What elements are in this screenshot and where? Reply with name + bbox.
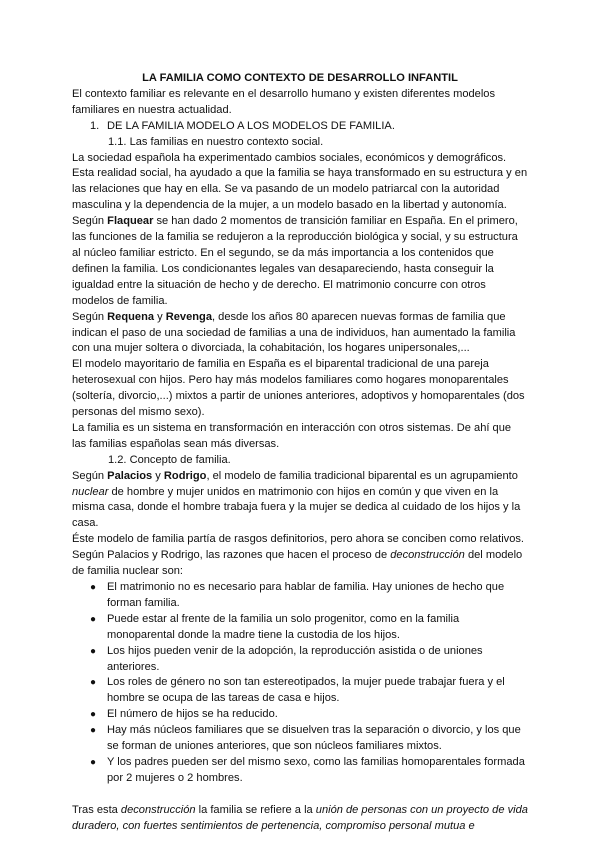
list-item: ● Puede estar al frente de la familia un solo progenitor, como en la familia monoparental donde la madre tiene la custodia de los hijos.: [90, 612, 528, 644]
list-item: ● Los roles de género no son tan estereotipados, la mujer puede trabajar fuera y el hombre se ocupa de las tareas de casa e hijos.: [90, 675, 528, 707]
bullet-icon: ●: [90, 709, 97, 721]
subsection-1-2-heading: 1.2. Concepto de familia.: [108, 453, 231, 466]
bullet-icon: ●: [90, 725, 97, 737]
section-1-heading: [72, 119, 528, 135]
bullet-icon: ●: [90, 645, 97, 657]
author-flaquear: Flaquear: [107, 215, 154, 228]
term-deconstruccion: deconstrucción: [390, 549, 465, 562]
subsection-1-1-heading: 1.1. Las familias en nuestro contexto social.: [108, 135, 324, 148]
paragraph-spacer: [72, 787, 528, 803]
family-definition: unión de personas con un proyecto de vida duradero, con fuertes sentimientos de pertenencia, compromiso personal mutua e: [72, 803, 528, 832]
paragraph-8: Según Palacios y Rodrigo, las razones que hacen el proceso de deconstrucción del modelo de familia nuclear son:: [72, 549, 523, 578]
section-1-number: 1.: [90, 119, 100, 132]
list-item: ● El número de hijos se ha reducido.: [90, 707, 528, 723]
term-nuclear: nuclear: [72, 485, 109, 498]
author-palacios: Palacios: [107, 469, 153, 482]
section-1-label: DE LA FAMILIA MODELO A LOS MODELOS DE FAMILIA.: [107, 119, 395, 132]
paragraph-5: La familia es un sistema en transformación en interacción con otros sistemas. De ahí que las familias españolas sean más diversas.: [72, 421, 512, 450]
term-deconstruccion-2: deconstrucción: [120, 803, 196, 816]
list-item: ● Los hijos pueden venir de la adopción, la reproducción asistida o de uniones anteriores.: [90, 644, 528, 676]
author-rodrigo: Rodrigo: [163, 469, 207, 482]
list-item: ● El matrimonio no es necesario para hablar de familia. Hay uniones de hecho que forman familia.: [90, 580, 528, 612]
paragraph-2: Según Flaquear se han dado 2 momentos de transición familiar en España. En el primero, las funciones de la familia se redujeron a la reproducción biológica y social, y su estructura al núcleo familiar estricto. En el segundo, se da más importancia a los contenidos que definen la familia. Los condicionantes legales van desapareciendo, hasta conseguir la igualdad entre la situación de hecho y de derecho. El matrimonio concurre con otros modelos de familia.: [72, 215, 518, 307]
paragraph-4: El modelo mayoritario de familia en España es el biparental tradicional de una pareja heterosexual con hijos. Pero hay más modelos familiares como hogares monoparentales (soltería, divorcio,...) mixtos a partir de uniones anteriores, adoptivos y homoparentales (dos personas del mismo sexo).: [72, 358, 525, 419]
author-revenga: Revenga: [165, 310, 212, 323]
reasons-list: [72, 580, 528, 787]
paragraph-7: Éste modelo de familia partía de rasgos definitorios, pero ahora se conciben como relativos.: [72, 533, 525, 546]
paragraph-1: La sociedad española ha experimentado cambios sociales, económicos y demográficos. Esta realidad social, ha ayudado a que la familia se haya transformado en su estructura y en las relaciones que hay en ella. Se va pasando de un modelo patriarcal con la autoridad masculina y la dependencia de la mujer, a un modelo basado en la libertad y autonomía.: [72, 151, 528, 212]
intro-paragraph: El contexto familiar es relevante en el desarrollo humano y existen diferentes modelos familiares en nuestra actualidad.: [72, 87, 496, 116]
paragraph-9: Tras esta deconstrucción la familia se refiere a la unión de personas con un proyecto de vida duradero, con fuertes sentimientos de pertenencia, compromiso personal mutua e: [72, 803, 528, 832]
paragraph-3: Según Requena y Revenga, desde los años 80 aparecen nuevas formas de familia que indican el paso de una sociedad de familias a una de individuos, han aumentado la familia con una mujer soltera o divorciada, la cohabitación, los hogares unipersonales,...: [72, 310, 516, 355]
author-requena: Requena: [107, 310, 155, 323]
paragraph-6: Según Palacios y Rodrigo, el modelo de familia tradicional biparental es un agrupamiento nuclear de hombre y mujer unidos en matrimonio con hijos en común y que viven en la misma casa, donde el hombre trabaja fuera y la mujer se dedica al cuidado de los hijos y la casa.: [72, 469, 521, 530]
list-item: ● Hay más núcleos familiares que se disuelven tras la separación o divorcio, y los que se forman de uniones anteriores, que son núcleos familiares mixtos.: [90, 723, 528, 755]
document-title: LA FAMILIA COMO CONTEXTO DE DESARROLLO INFANTIL: [142, 72, 458, 84]
bullet-icon: ●: [90, 756, 97, 768]
bullet-icon: ●: [90, 677, 97, 689]
list-item: ● Y los padres pueden ser del mismo sexo, como las familias homoparentales formada por 2 mujeres o 2 hombres.: [90, 755, 528, 787]
bullet-icon: ●: [90, 613, 97, 625]
bullet-icon: ●: [90, 582, 97, 593]
